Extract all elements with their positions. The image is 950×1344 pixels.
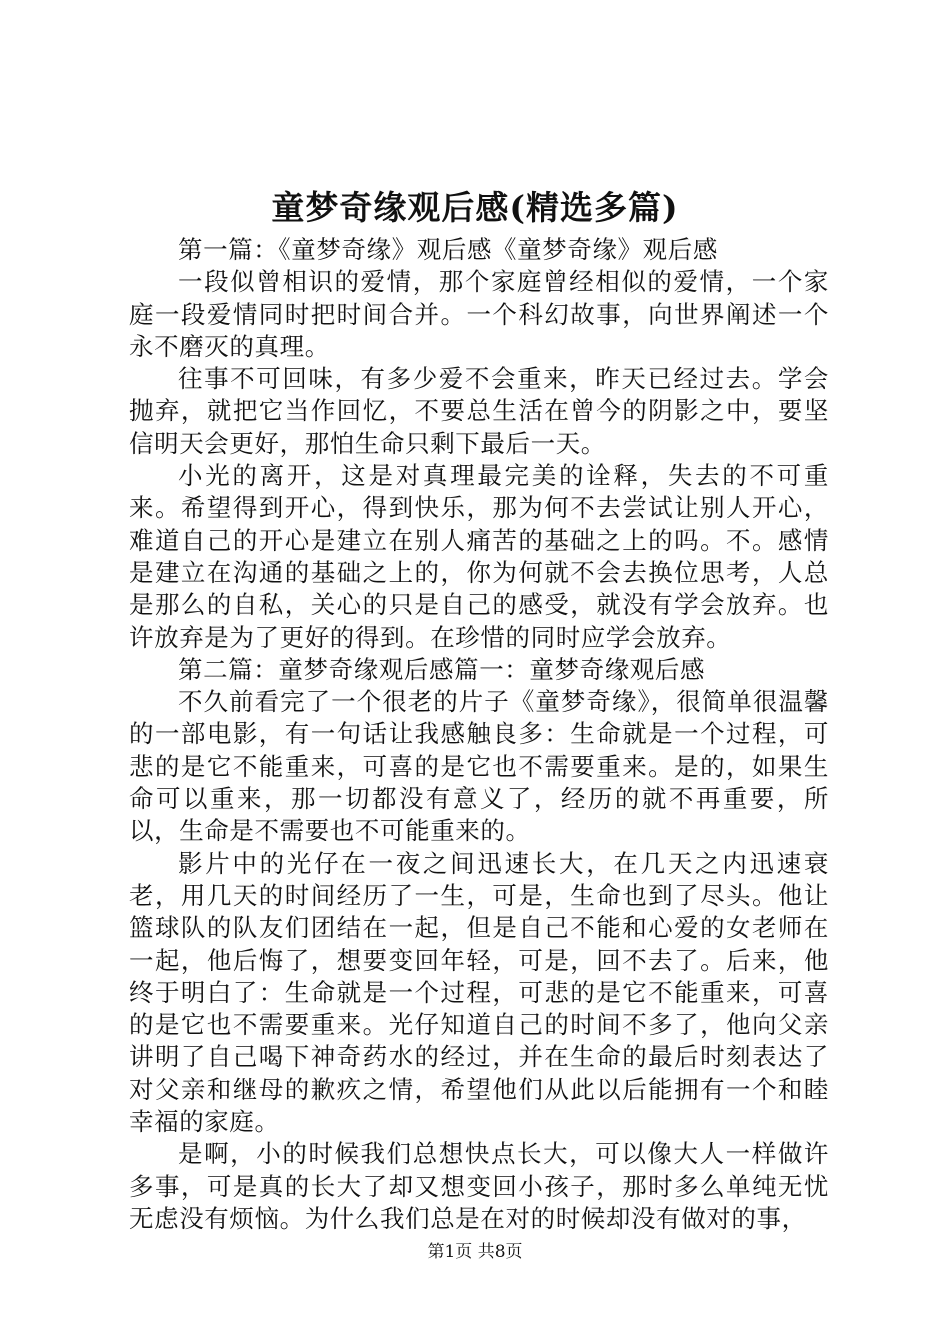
paragraph-1: 第一篇：《童梦奇缘》观后感《童梦奇缘》观后感	[178, 235, 718, 264]
paragraph-5: 第二篇：童梦奇缘观后感篇一：童梦奇缘观后感	[178, 654, 706, 684]
paragraph-7: 影片中的光仔在一夜之间迅速长大，在几天之内迅速衰老，用几天的时间经历了一生，可是，生命也到了尽头。他让篮球队的队友们团结在一起，但是自己不能和心爱的女老师在一起，他后悔了，想要变回年轻，可是，回不去了。后来，他终于明白了：生命就是一个过程，可悲的是它不能重来，可喜的是它也不需要重来。光仔知道自己的时间不多了，他向父亲讲明了自己喝下神奇药水的经过，并在生命的最后时刻表达了对父亲和继母的歉疚之情，希望他们从此以后能拥有一个和睦幸福的家庭。	[129, 848, 829, 1137]
paragraph-6: 不久前看完了一个很老的片子《童梦奇缘》，很简单很温馨的一部电影，有一句话让我感触良多：生命就是一个过程，可悲的是它不能重来，可喜的是它也不需要重来。是的，如果生命可以重来，那一切都没有意义了，经历的就不再重要，所以，生命是不需要也不可能重来的。	[129, 687, 829, 846]
page-number-footer: 第1页 共8页	[427, 1242, 523, 1262]
document-title: 童梦奇缘观后感(精选多篇)	[271, 188, 679, 227]
document-body	[129, 234, 829, 1235]
paragraph-8: 是啊，小的时候我们总想快点长大，可以像大人一样做许多事，可是真的长大了却又想变回小孩子，那时多么单纯无忧无虑没有烦恼。为什么我们总是在对的时候却没有做对的事，	[129, 1139, 829, 1233]
paragraph-4: 小光的离开，这是对真理最完美的诠释，失去的不可重来。希望得到开心，得到快乐，那为何不去尝试让别人开心，难道自己的开心是建立在别人痛苦的基础之上的吗。不。感情是建立在沟通的基础之上的，你为何就不会去换位思考，人总是那么的自私，关心的只是自己的感受，就没有学会放弃。也许放弃是为了更好的得到。在珍惜的同时应学会放弃。	[129, 461, 829, 652]
paragraph-2: 一段似曾相识的爱情，那个家庭曾经相似的爱情，一个家庭一段爱情同时把时间合并。一个科幻故事，向世界阐述一个永不磨灭的真理。	[129, 267, 829, 361]
paragraph-3: 往事不可回味，有多少爱不会重来，昨天已经过去。学会抛弃，就把它当作回忆，不要总生活在曾今的阴影之中，要坚信明天会更好，那怕生命只剩下最后一天。	[129, 364, 829, 458]
